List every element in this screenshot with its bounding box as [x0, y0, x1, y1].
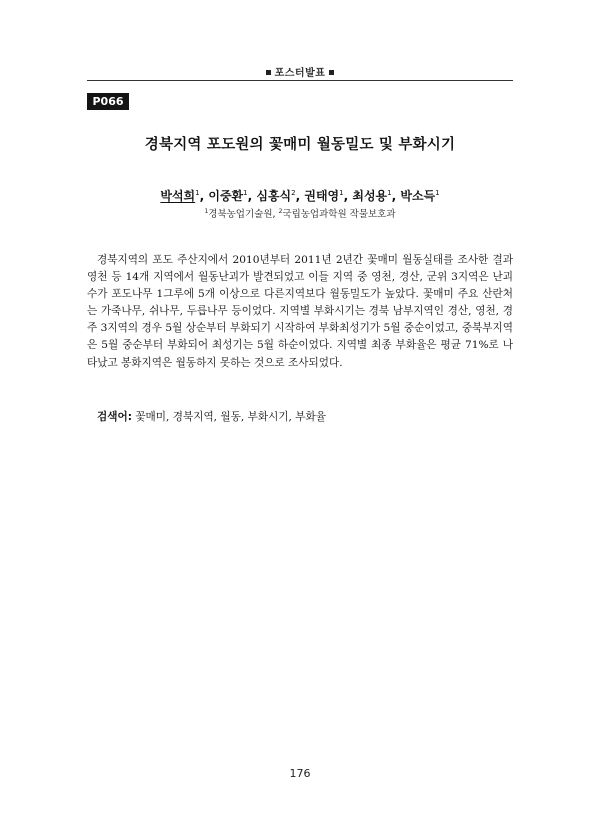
- author-affiliation-mark: 1: [243, 189, 248, 197]
- affiliation-name: 경북농업기술원: [208, 209, 273, 220]
- author-name: 최성용: [352, 189, 388, 203]
- section-label: 포스터발표: [274, 68, 326, 79]
- author-affiliation-mark: 1: [435, 189, 440, 197]
- author-affiliation-mark: 1: [387, 189, 392, 197]
- paper-title: 경북지역 포도원의 꽃매미 월동밀도 및 부화시기: [144, 137, 456, 153]
- author-name: 박석희: [160, 189, 196, 203]
- affiliation-mark: 1: [204, 207, 209, 215]
- author-name: 권태영: [304, 189, 340, 203]
- keywords-list: 꽃매미, 경북지역, 월동, 부화시기, 부화율: [135, 411, 326, 423]
- author-affiliation-mark: 1: [195, 189, 200, 197]
- poster-id-badge: P066: [87, 93, 129, 110]
- page-number: 176: [289, 767, 311, 780]
- affiliation-name: 국립농업과학원 작물보호과: [282, 209, 396, 220]
- section-label-container: [87, 64, 513, 79]
- author-affiliation-mark: 1: [339, 189, 344, 197]
- keywords-line: [97, 409, 513, 424]
- keywords-label: 검색어:: [97, 411, 132, 423]
- author-affiliation-mark: 2: [291, 189, 296, 197]
- author-name: 심홍식: [256, 189, 292, 203]
- author-list: 박석희$^1$, 이중환$^1$, 심홍식$^2$, 권태영$^1$, 최성용$^1$, 박소득$^1$: [160, 189, 440, 203]
- affiliation-mark: 2: [278, 207, 283, 215]
- black-square-icon: [266, 70, 271, 75]
- affiliation-list: $^1$경북농업기술원, $^2$국립농업과학원 작물보호과: [204, 207, 396, 220]
- black-square-icon: [329, 70, 334, 75]
- section-header: [87, 62, 513, 81]
- author-name: 이중환: [208, 189, 244, 203]
- abstract-body: 경북지역의 포도 주산지에서 2010년부터 2011년 2년간 꽃매미 월동실태를 조사한 결과 영천 등 14개 지역에서 월동난괴가 발견되었고 이들 지역 중 영천, 경산, 군위 3지역은 난괴수가 포도나무 1그루에 5개 이상으로 다른지역보다 월동밀도가 높았다. 꽃매미 주요 산란처는 가죽나무, 쉬나무, 두릅나무 등이었다. 지역별 부화시기는 경북 남부지역인 경산, 영천, 경주 3지역의 경우 5월 상순부터 부화되기 시작하여 부화최성기가 5월 중순이었고, 중북부지역은 5월 중순부터 부화되어 최성기는 5월 하순이었다. 지역별 최종 부화율은 평균 71%로 나타났고 봉화지역은 월동하지 못하는 것으로 조사되었다.: [87, 254, 513, 369]
- author-name: 박소득: [400, 189, 436, 203]
